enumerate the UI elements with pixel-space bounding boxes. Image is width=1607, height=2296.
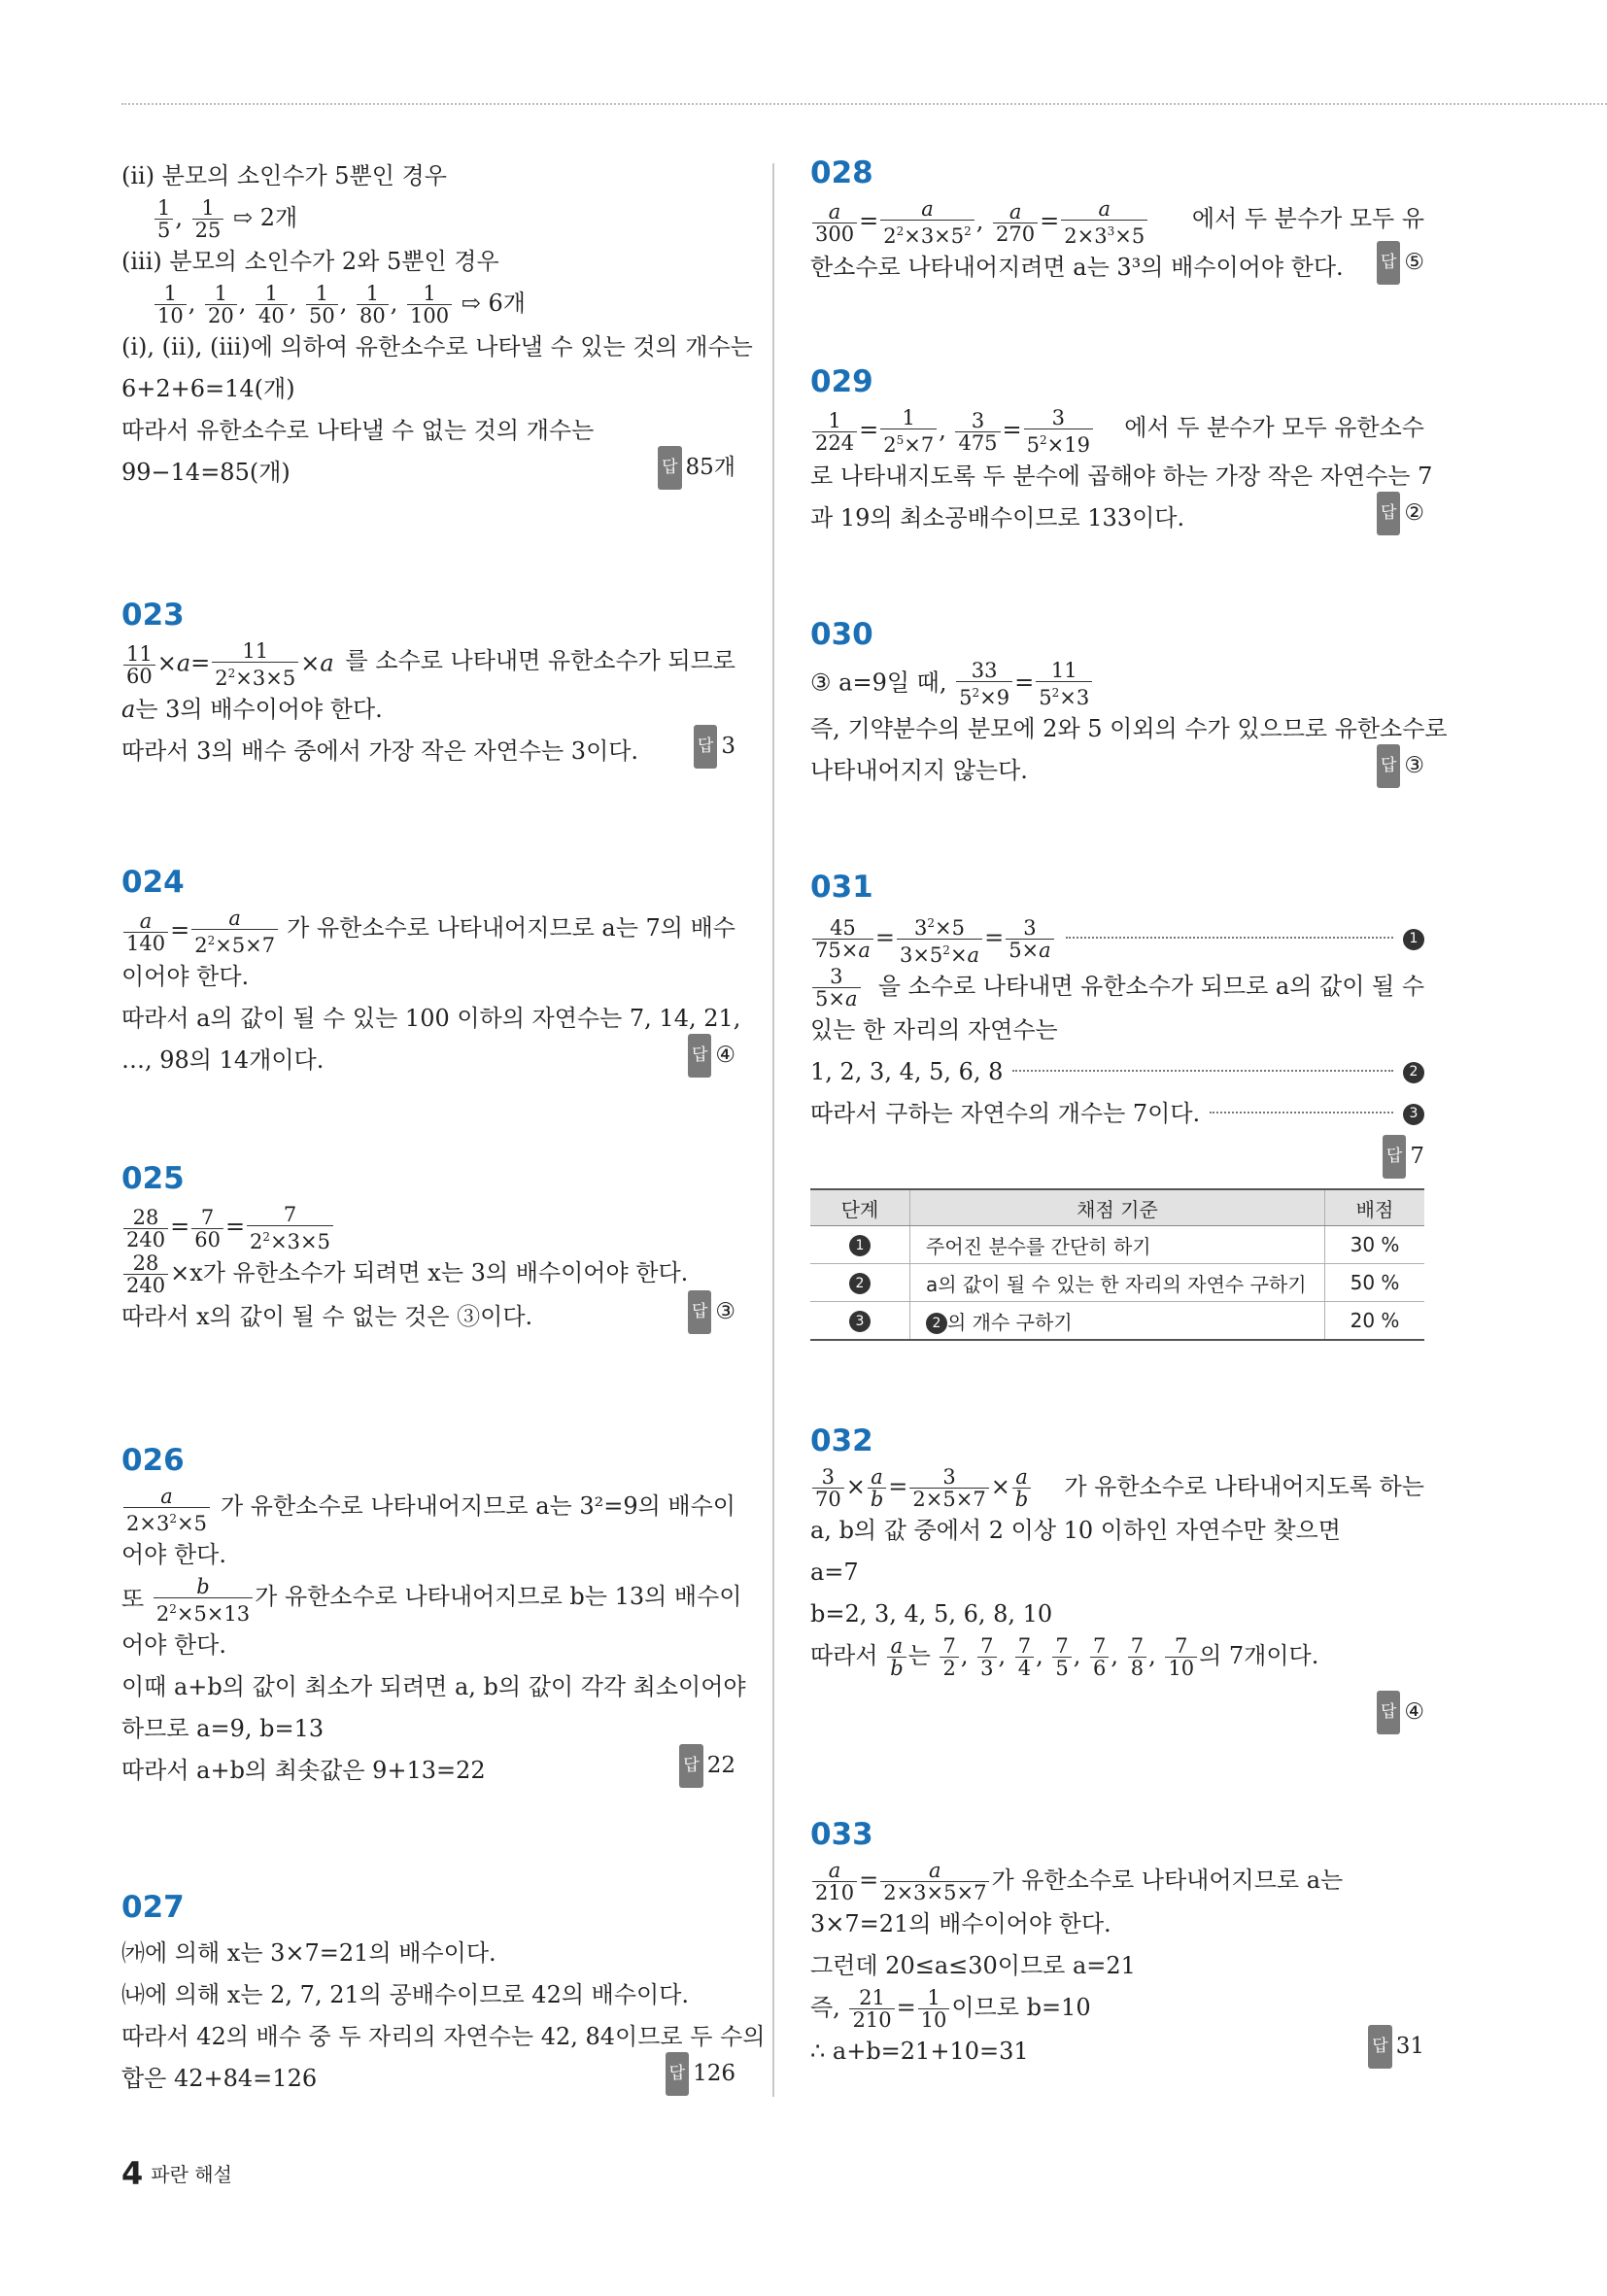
solution-line: $\frac{11}{60}$ ×a= $\frac{11}{2^2\times 3\times 5}$ ×a 를 소수로 나타내면 유한소수가 되므로 xyxy=(121,640,735,689)
table-row: 1 주어진 분수를 간단히 하기 30 % xyxy=(810,1226,1424,1264)
solution-line: a, b의 값 중에서 2 이상 10 이하인 자연수만 찾으면 xyxy=(810,1517,1341,1544)
problem-number: 028 xyxy=(810,155,873,190)
solution-025 xyxy=(121,1161,735,1338)
solution-line: 로 나타내지도록 두 분수에 곱해야 하는 가장 작은 자연수는 7 xyxy=(810,463,1433,490)
solution-line: ∴ a+b=21+10=31 답 31 xyxy=(810,2031,1424,2073)
solution-line: $\frac{a}{140}$ = $\frac{a}{2^2\times 5\times 7}$ 가 유한소수로 나타내어지므로 a는 7의 배수 xyxy=(121,908,735,956)
answer-badge: 답 xyxy=(658,446,681,490)
table-row: 3 2 의 개수 구하기 20 % xyxy=(810,1302,1424,1341)
solution-line: 따라서 42의 배수 중 두 자리의 자연수는 42, 84이므로 두 수의 xyxy=(121,2023,766,2050)
summary-line: 따라서 유한소수로 나타낼 수 없는 것의 개수는 xyxy=(121,417,595,444)
problem-number: 031 xyxy=(810,870,873,905)
grading-table xyxy=(810,1188,1424,1341)
solution-line: 한소수로 나타내어지려면 a는 3³의 배수이어야 한다. 답 ⑤ xyxy=(810,247,1424,289)
book-title: 파란 해설 xyxy=(151,2163,232,2186)
solution-line: 따라서 $\frac{a}{b}$ 는 $\frac{7}{2}$ , $\frac{7}{3}$ , $\frac{7}{4}$ , $\frac{7}{5}$ , $\frac{7}{6}$ , $\frac{7}{8}$ , $\frac{7}{10}$ 의 7개이다. xyxy=(810,1634,1319,1680)
solution-line: $\frac{1}{224}$ = $\frac{1}{2^5\times 7}$ , $\frac{3}{475}$ = $\frac{3}{5^2\times 19}$ 에서 두 분수가 모두 유한소수 xyxy=(810,407,1424,456)
solution-line: $\frac{3}{70}$ × $\frac{a}{b}$ = $\frac{3}{2\times 5\times 7}$ × $\frac{a}{b}$ 가 유한소수로 나타내어지도록 하는 xyxy=(810,1466,1424,1510)
solution-line: 따라서 구하는 자연수의 개수는 7이다. 3 xyxy=(810,1093,1424,1135)
problem-number: 025 xyxy=(121,1161,185,1196)
solution-line: ③ a=9일 때, $\frac{33}{5^2\times 9}$ = $\frac{11}{5^2\times 3}$ xyxy=(810,660,1424,708)
solution-line: $\frac{45}{75\times a}$ = $\frac{3^2\times 5}{3\times 5^2\times a}$ = $\frac{3}{5\times a}$ 1 xyxy=(810,912,1424,966)
solution-line: 과 19의 최소공배수이므로 133이다. 답 ② xyxy=(810,497,1424,539)
problem-number: 023 xyxy=(121,598,185,633)
problem-number: 033 xyxy=(810,1817,873,1852)
solution-line: 이어야 한다. xyxy=(121,963,250,990)
solution-line: ㈏에 의해 x는 2, 7, 21의 공배수이므로 42의 배수이다. xyxy=(121,1981,690,2008)
answer: 답 31 xyxy=(1368,2025,1424,2069)
solution-line: 따라서 x의 값이 될 수 없는 것은 ③이다. 답 ③ xyxy=(121,1296,735,1338)
table-row: 2 a의 값이 될 수 있는 한 자리의 자연수 구하기 50 % xyxy=(810,1264,1424,1302)
table-header: 채점 기준 xyxy=(910,1189,1325,1226)
answer: 답 ④ xyxy=(688,1034,735,1078)
table-header: 배점 xyxy=(1325,1189,1425,1226)
problem-number: 029 xyxy=(810,364,873,399)
solution-line: $\frac{28}{240}$ = $\frac{7}{60}$ = $\frac{7}{2^2\times 3\times 5}$ xyxy=(121,1204,735,1252)
solution-line: 따라서 a+b의 최솟값은 9+13=22 답 22 xyxy=(121,1750,735,1792)
solution-line: 어야 한다. xyxy=(121,1541,226,1568)
fraction: $\frac{1}{20}$ xyxy=(205,283,237,326)
solution-line: 1, 2, 3, 4, 5, 6, 8 2 xyxy=(810,1051,1424,1093)
solution-line: 있는 한 자리의 자연수는 xyxy=(810,1016,1058,1044)
solution-line: 따라서 3의 배수 중에서 가장 작은 자연수는 3이다. 답 3 xyxy=(121,731,735,772)
solution-line: $\frac{a}{300}$ = $\frac{a}{2^2\times 3\times 5^2}$ , $\frac{a}{270}$ = $\frac{a}{2\times 3^3\times 5}$ 에서 두 분수가 모두 유 xyxy=(810,198,1424,247)
answer: 답 ④ xyxy=(1377,1699,1424,1725)
solution-line: 하므로 a=9, b=13 xyxy=(121,1715,325,1742)
top-rule xyxy=(121,103,1607,105)
answer: 답 126 xyxy=(666,2052,735,2096)
solution-line: ㈎에 의해 x는 3×7=21의 배수이다. xyxy=(121,1939,496,1967)
problem-number: 030 xyxy=(810,617,873,652)
table-header: 단계 xyxy=(810,1189,910,1226)
answer: 답 7 xyxy=(1383,1144,1424,1169)
problem-number: 024 xyxy=(121,865,185,900)
solution-line: …, 98의 14개이다. 답 ④ xyxy=(121,1040,735,1081)
fraction: $\frac{1}{80}$ xyxy=(357,283,389,326)
step-marker-3: 3 xyxy=(1403,1104,1424,1125)
case-iii-count: ⇨ 6개 xyxy=(461,290,526,317)
page-number: 4 xyxy=(121,2155,144,2192)
solution-line: 즉, 기약분수의 분모에 2와 5 이외의 수가 있으므로 유한소수로 xyxy=(810,715,1448,742)
solution-line: $\frac{3}{5\times a}$ 을 소수로 나타내면 유한소수가 되므로 a의 값이 될 수 xyxy=(810,966,1424,1010)
solution-031 xyxy=(810,870,1424,1341)
solution-line: 그런데 20≤a≤30이므로 a=21 xyxy=(810,1952,1136,1979)
solution-032 xyxy=(810,1423,1424,1734)
solution-026 xyxy=(121,1443,746,1792)
solution-023 xyxy=(121,598,735,772)
column-divider xyxy=(772,163,774,2097)
solution-line: $\frac{a}{210}$ = $\frac{a}{2\times 3\times 5\times 7}$ 가 유한소수로 나타내어지므로 a는 xyxy=(810,1860,1424,1903)
answer: 답 ② xyxy=(1377,492,1424,535)
fraction: $\frac{1}{100}$ xyxy=(407,283,452,326)
answer: 답 ③ xyxy=(688,1290,735,1334)
solution-022-continued xyxy=(121,155,753,494)
solution-line: 나타내어지지 않는다. 답 ③ xyxy=(810,750,1424,792)
solution-line: 즉, $\frac{21}{210}$ = $\frac{1}{10}$ 이므로 b=10 xyxy=(810,1986,1091,2032)
solution-line xyxy=(810,1691,1424,1734)
solution-line: 합은 42+84=126 답 126 xyxy=(121,2058,735,2100)
solution-line: 이때 a+b의 값이 최소가 되려면 a, b의 값이 각각 최소이어야 xyxy=(121,1673,746,1700)
fraction: $\frac{1}{25}$ xyxy=(192,197,224,241)
solution-line: a=7 xyxy=(810,1559,859,1586)
summary-line: (i), (ii), (iii)에 의하여 유한소수로 나타낼 수 있는 것의 개수는 xyxy=(121,333,753,360)
solution-line: b=2, 3, 4, 5, 6, 8, 10 xyxy=(810,1600,1053,1628)
answer: 답 3 xyxy=(694,725,735,769)
solution-030 xyxy=(810,617,1448,792)
solution-024 xyxy=(121,865,741,1081)
summary-line: 6+2+6=14(개) xyxy=(121,375,295,402)
answer: 답 ⑤ xyxy=(1377,241,1424,285)
solution-033 xyxy=(810,1817,1424,2073)
step-marker-2: 2 xyxy=(1403,1062,1424,1083)
answer: 답 ③ xyxy=(1377,744,1424,788)
solution-027 xyxy=(121,1890,766,2100)
solution-029 xyxy=(810,364,1433,539)
fraction: $\frac{1}{50}$ xyxy=(306,283,338,326)
fraction: $\frac{1}{10}$ xyxy=(154,283,187,326)
problem-number: 032 xyxy=(810,1423,873,1458)
page-footer xyxy=(121,2155,232,2192)
summary-line: 99−14=85(개) 답 85개 xyxy=(121,452,735,494)
fraction: $\frac{1}{40}$ xyxy=(256,283,288,326)
step-marker-1: 1 xyxy=(1403,929,1424,950)
problem-number: 027 xyxy=(121,1890,185,1925)
solution-line: a는 3의 배수이어야 한다. xyxy=(121,696,383,723)
case-ii-fractions: $\frac{1}{5}$ , $\frac{1}{25}$ ⇨ 2개 xyxy=(121,197,735,241)
fraction: $\frac{1}{5}$ xyxy=(154,197,173,241)
solution-028 xyxy=(810,155,1424,289)
solution-line: $\frac{28}{240}$ ×x가 유한소수가 되려면 x는 3의 배수이어야 한다. xyxy=(121,1252,735,1296)
answer: 답 22 xyxy=(679,1744,735,1788)
case-iii-text: (iii) 분모의 소인수가 2와 5뿐인 경우 xyxy=(121,248,499,275)
solution-line: 어야 한다. xyxy=(121,1631,226,1659)
case-ii-text: (ii) 분모의 소인수가 5뿐인 경우 xyxy=(121,162,447,189)
solution-line xyxy=(810,1135,1424,1179)
case-ii-count: ⇨ 2개 xyxy=(233,204,298,231)
problem-number: 026 xyxy=(121,1443,185,1478)
solution-line: 따라서 a의 값이 될 수 있는 100 이하의 자연수는 7, 14, 21, xyxy=(121,1005,741,1032)
solution-line: $\frac{a}{2\times 3^2\times 5}$ 가 유한소수로 나타내어지므로 a는 3²=9의 배수이 xyxy=(121,1486,735,1534)
case-iii-fractions: $\frac{1}{10}$ , $\frac{1}{20}$ , $\frac{1}{40}$ , $\frac{1}{50}$ , $\frac{1}{80}$ , $\frac{1}{100}$ ⇨ 6개 xyxy=(121,283,735,326)
answer: 답 85개 xyxy=(658,446,735,490)
solution-line: 또 $\frac{b}{2^2\times 5\times 13}$ 가 유한소수로 나타내어지므로 b는 13의 배수이 xyxy=(121,1575,742,1626)
solution-line: 3×7=21의 배수이어야 한다. xyxy=(810,1910,1111,1937)
